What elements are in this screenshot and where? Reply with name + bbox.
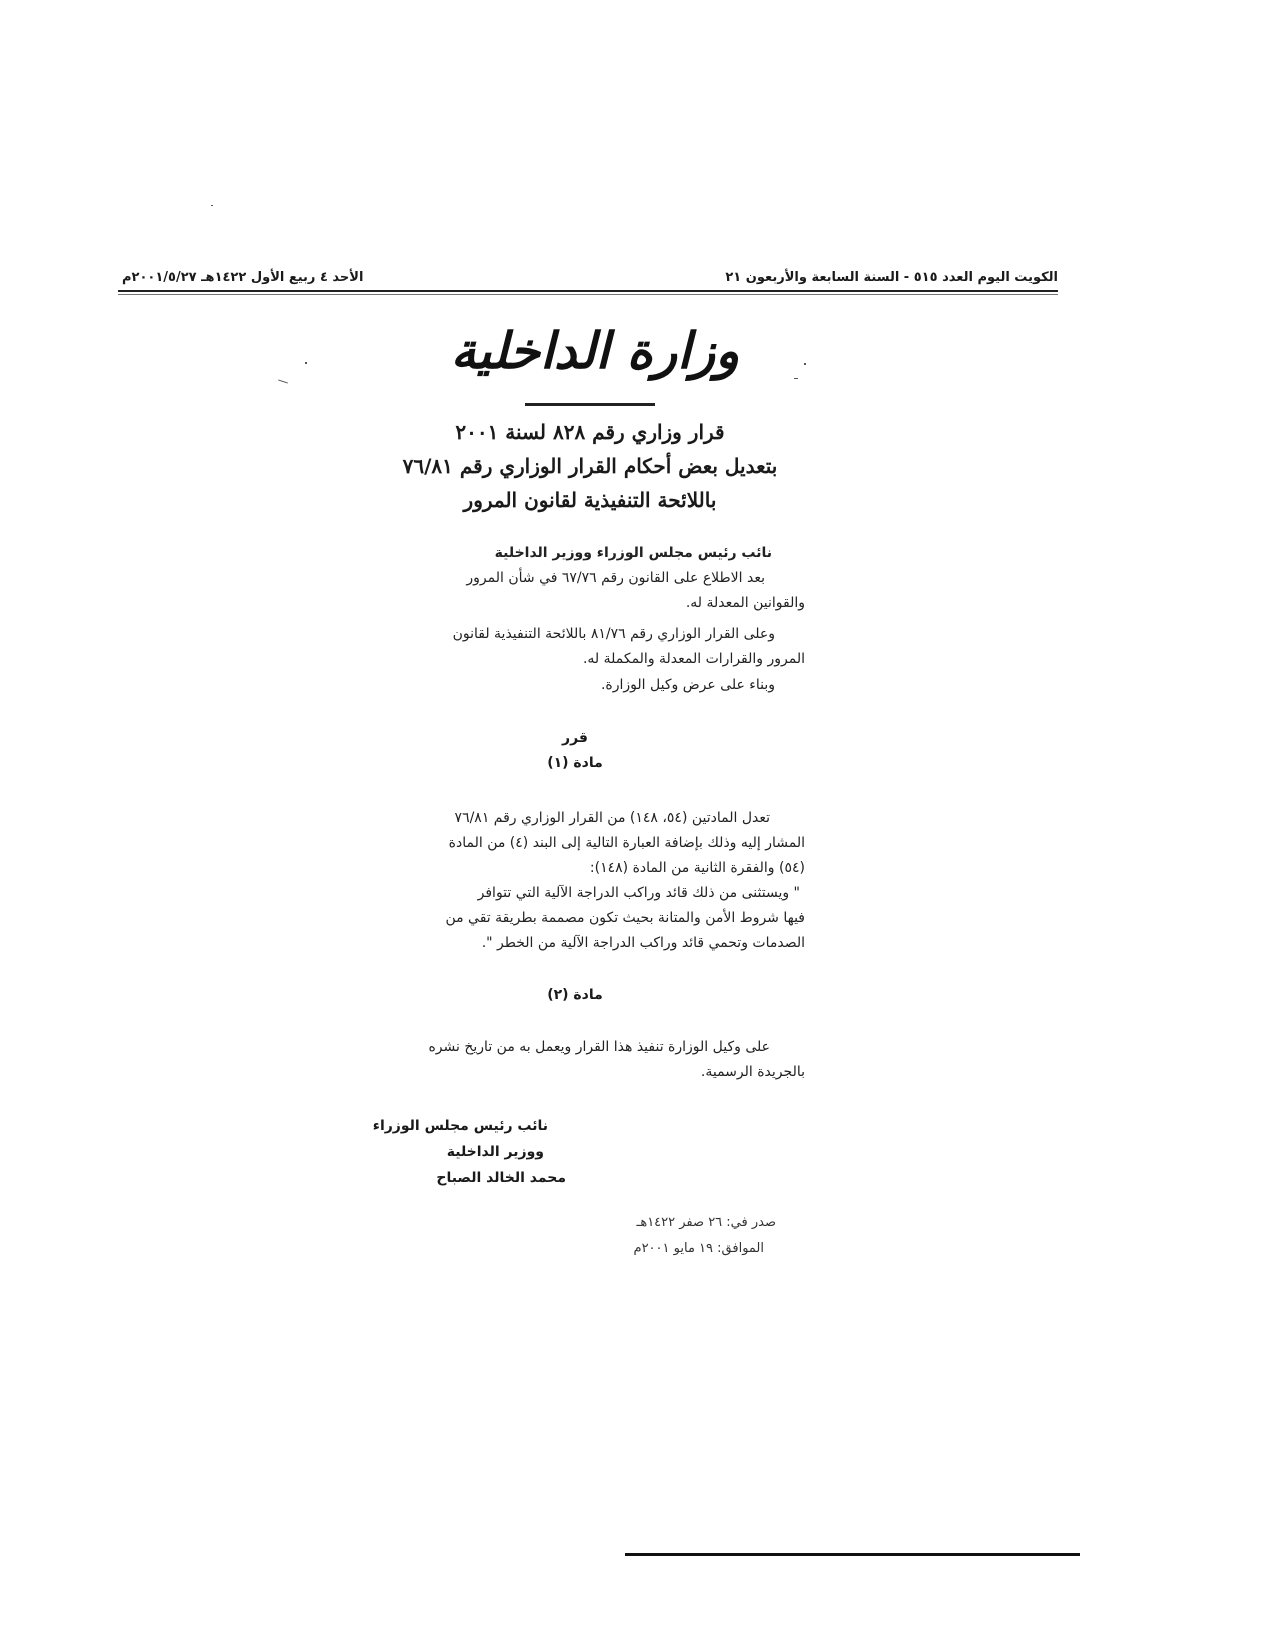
article-1-heading: مادة (١) [547, 755, 603, 771]
preamble-line: وبناء على عرض وكيل الوزارة. [600, 677, 775, 693]
decided-heading: قرر [562, 730, 588, 746]
decree-subtitle: بتعديل بعض أحكام القرار الوزاري رقم ٧٦/٨١ [402, 454, 778, 478]
signature-name: محمد الخالد الصباح [436, 1170, 566, 1186]
gazette-issue-info: الكويت اليوم العدد ٥١٥ - السنة السابعة والأربعون ٢١ [725, 270, 1058, 285]
scan-speck [278, 379, 288, 383]
preamble-line: المرور والقرارات المعدلة والمكملة له. [582, 651, 805, 667]
ministry-logo: وزارة الداخلية [450, 321, 740, 380]
scan-speck [211, 205, 213, 206]
signature-title: نائب رئيس مجلس الوزراء [372, 1118, 548, 1134]
issued-date-hijri: صدر في: ٢٦ صفر ١٤٢٢هـ [636, 1215, 776, 1230]
issued-date-gregorian: الموافق: ١٩ مايو ٢٠٠١م [633, 1241, 764, 1256]
article-2-heading: مادة (٢) [547, 987, 603, 1003]
preamble-line: وعلى القرار الوزاري رقم ٨١/٧٦ باللائحة التنفيذية لقانون [452, 626, 775, 642]
decree-title: قرار وزاري رقم ٨٢٨ لسنة ٢٠٠١ [455, 420, 725, 444]
article-1-line: " ويستثنى من ذلك قائد وراكب الدراجة الآلية التي تتوافر [477, 885, 800, 901]
article-1-line: تعدل المادتين (٥٤، ١٤٨) من القرار الوزاري رقم ٧٦/٨١ [454, 810, 770, 826]
preamble-line: والقوانين المعدلة له. [685, 595, 805, 611]
header-rule-secondary [118, 294, 1058, 295]
header-rule [118, 290, 1058, 292]
signature-office: ووزير الداخلية [446, 1144, 544, 1160]
gazette-date: الأحد ٤ ربيع الأول ١٤٢٢هـ ٢٠٠١/٥/٢٧م [122, 270, 364, 285]
article-2-line: بالجريدة الرسمية. [700, 1064, 805, 1080]
article-1-line: فيها شروط الأمن والمتانة بحيث تكون مصممة بطريقة تقي من [445, 910, 805, 926]
scan-speck [305, 362, 307, 364]
article-1-line: (٥٤) والفقرة الثانية من المادة (١٤٨): [589, 860, 805, 876]
article-1-line: الصدمات وتحمي قائد وراكب الدراجة الآلية من الخطر ". [481, 935, 805, 951]
article-2-line: على وكيل الوزارة تنفيذ هذا القرار ويعمل به من تاريخ نشره [428, 1039, 770, 1055]
issuer-heading: نائب رئيس مجلس الوزراء ووزير الداخلية [494, 545, 772, 561]
scan-speck [794, 378, 798, 379]
logo-divider [525, 403, 655, 406]
preamble-line: بعد الاطلاع على القانون رقم ٦٧/٧٦ في شأن المرور [466, 570, 765, 586]
article-1-line: المشار إليه وذلك بإضافة العبارة التالية إلى البند (٤) من المادة [448, 835, 805, 851]
scan-speck [804, 363, 806, 365]
footer-rule [625, 1553, 1080, 1556]
decree-subtitle-2: باللائحة التنفيذية لقانون المرور [463, 488, 717, 512]
